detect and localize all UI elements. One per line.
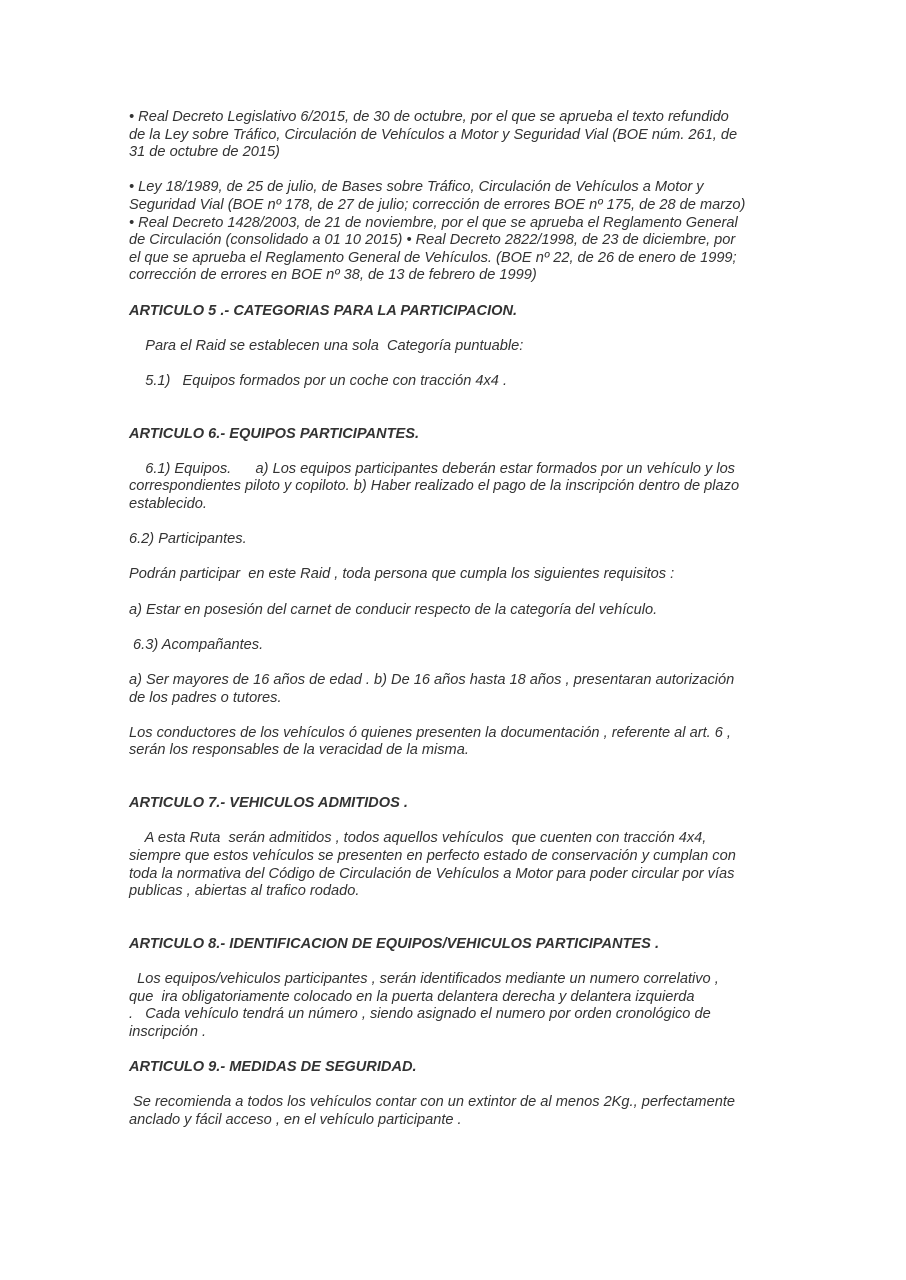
- text-line: el que se aprueba el Reglamento General de Vehículos. (BOE nº 22, de 26 de enero de 1999;: [129, 249, 737, 266]
- text-line: • Real Decreto Legislativo 6/2015, de 30 de octubre, por el que se aprueba el texto refundido: [129, 109, 729, 125]
- text-line: serán los responsables de la veracidad de la misma.: [129, 742, 469, 759]
- text-line: . Cada vehículo tendrá un número , siendo asignado el numero por orden cronológico de: [129, 1006, 711, 1023]
- text-line: A esta Ruta serán admitidos , todos aquellos vehículos que cuenten con tracción 4x4,: [129, 830, 707, 847]
- laws-paragraph-1: [129, 109, 779, 162]
- text-line: siempre que estos vehículos se presenten en perfecto estado de conservación y cumplan con: [129, 847, 736, 864]
- text-line: que ira obligatoriamente colocado en la puerta delantera derecha y delantera izquierda: [129, 988, 695, 1005]
- text-line: 6.1) Equipos. a) Los equipos participantes deberán estar formados por un vehículo y los: [129, 460, 735, 477]
- text-line: corrección de errores en BOE nº 38, de 13 de febrero de 1999): [129, 267, 537, 284]
- article-6-paragraph-1: [129, 461, 779, 514]
- text-line: de Circulación (consolidado a 01 10 2015) • Real Decreto 2822/1998, de 23 de diciembre, por: [129, 232, 736, 249]
- text-line: correspondientes piloto y copiloto. b) Haber realizado el pago de la inscripción dentro de plazo: [129, 478, 740, 495]
- text-line: inscripción .: [129, 1023, 207, 1040]
- article-6-paragraph-ages: [129, 672, 779, 707]
- text-line: Los conductores de los vehículos ó quienes presenten la documentación , referente al art. 6 ,: [129, 724, 731, 741]
- article-9-paragraph: [129, 1094, 779, 1129]
- article-6-paragraph-drivers: [129, 725, 779, 760]
- article-6-subheading-participants: 6.2) Participantes.: [129, 531, 247, 548]
- article-7-heading: ARTICULO 7.- VEHICULOS ADMITIDOS .: [129, 795, 408, 812]
- article-7-paragraph: [129, 830, 779, 900]
- text-line: • Ley 18/1989, de 25 de julio, de Bases sobre Tráfico, Circulación de Vehículos a Motor y: [129, 179, 704, 196]
- text-line: anclado y fácil acceso , en el vehículo participante .: [129, 1111, 462, 1128]
- article-6-paragraph-requirements: Podrán participar en este Raid , toda persona que cumpla los siguientes requisitos :: [129, 566, 675, 583]
- text-line: establecido.: [129, 496, 207, 513]
- article-6-requirement-a: a) Estar en posesión del carnet de conducir respecto de la categoría del vehículo.: [129, 601, 658, 618]
- document-page: [129, 109, 779, 1129]
- article-5-paragraph: Para el Raid se establecen una sola Categoría puntuable:: [129, 337, 524, 354]
- text-line: • Real Decreto 1428/2003, de 21 de noviembre, por el que se aprueba el Reglamento General: [129, 214, 738, 231]
- article-8-paragraph: [129, 971, 779, 1041]
- text-line: Seguridad Vial (BOE nº 178, de 27 de julio; corrección de errores BOE nº 175, de 28 de marzo): [129, 196, 746, 213]
- text-line: Los equipos/vehiculos participantes , serán identificados mediante un numero correlativo ,: [129, 971, 719, 988]
- text-line: de la Ley sobre Tráfico, Circulación de Vehículos a Motor y Seguridad Vial (BOE núm. 261, de: [129, 126, 738, 143]
- text-line: de los padres o tutores.: [129, 689, 282, 706]
- article-9-heading: ARTICULO 9.- MEDIDAS DE SEGURIDAD.: [129, 1059, 417, 1076]
- article-5-item: 5.1) Equipos formados por un coche con tracción 4x4 .: [129, 372, 508, 389]
- article-6-heading: ARTICULO 6.- EQUIPOS PARTICIPANTES.: [129, 425, 420, 442]
- laws-paragraph-2: [129, 179, 779, 285]
- text-line: publicas , abiertas al trafico rodado.: [129, 883, 360, 900]
- text-line: Se recomienda a todos los vehículos contar con un extintor de al menos 2Kg., perfectamente: [129, 1094, 735, 1111]
- article-8-heading: ARTICULO 8.- IDENTIFICACION DE EQUIPOS/VEHICULOS PARTICIPANTES .: [129, 935, 660, 952]
- text-line: a) Ser mayores de 16 años de edad . b) De 16 años hasta 18 años , presentaran autorización: [129, 672, 735, 688]
- text-line: 31 de octubre de 2015): [129, 144, 280, 161]
- article-5-heading: ARTICULO 5 .- CATEGORIAS PARA LA PARTICIPACION.: [129, 302, 518, 319]
- text-line: toda la normativa del Código de Circulación de Vehículos a Motor para poder circular por vías: [129, 865, 735, 882]
- article-6-subheading-companions: 6.3) Acompañantes.: [129, 636, 264, 653]
